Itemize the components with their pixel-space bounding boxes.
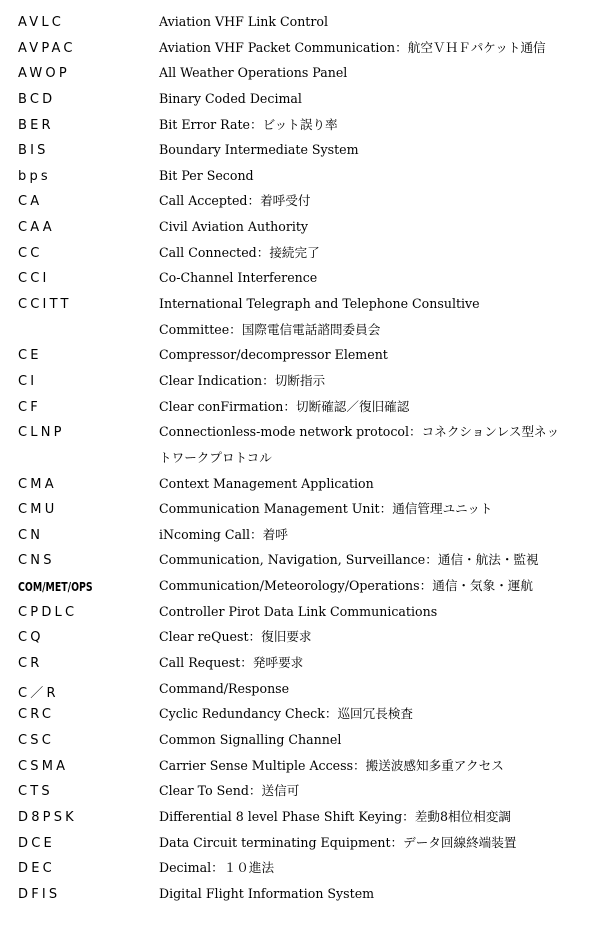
- abbreviation-definition: [159, 342, 589, 368]
- abbreviation-term: BIS: [18, 143, 49, 159]
- abbreviation-definition: [159, 522, 589, 548]
- abbreviation-definition: [159, 214, 589, 240]
- abbreviation-definition: [159, 265, 589, 291]
- abbreviation-term: CR: [18, 656, 43, 672]
- abbreviation-term: CLNP: [18, 425, 65, 441]
- abbreviation-term: CMA: [18, 476, 57, 492]
- abbreviation-term: CNS: [18, 553, 55, 569]
- definition-line: Context Management Application: [159, 475, 374, 491]
- abbreviation-definition: [159, 112, 589, 138]
- definition-line: Clear conFirmation：切断確認／復旧確認: [159, 398, 410, 414]
- definition-line: Clear Indication：切断指示: [159, 372, 326, 388]
- definition-line: Controller Pirot Data Link Communications: [159, 603, 438, 619]
- abbreviation-definition: [159, 291, 589, 342]
- definition-line: Committee：国際電信電話諮問委員会: [159, 321, 381, 337]
- abbreviation-definition: [159, 804, 589, 830]
- definition-line: All Weather Operations Panel: [159, 65, 348, 81]
- abbreviation-term: CA: [18, 194, 43, 210]
- abbreviation-term: CF: [18, 399, 41, 415]
- abbreviation-definition: [159, 624, 589, 650]
- abbreviation-definition: [159, 137, 589, 163]
- definition-line: Differential 8 level Phase Shift Keying：差動8相位相変調: [159, 808, 511, 824]
- definition-line: Carrier Sense Multiple Access：搬送波感知多重アクセス: [159, 757, 504, 773]
- abbreviation-definition: [159, 35, 589, 61]
- abbreviation-term: BER: [18, 117, 54, 133]
- abbreviation-term: AWOP: [18, 66, 70, 82]
- definition-line: Civil Aviation Authority: [159, 219, 309, 235]
- abbreviation-definition: [159, 881, 589, 907]
- definition-line: Aviation VHF Link Control: [159, 14, 328, 29]
- abbreviation-term: CPDLC: [18, 604, 78, 620]
- abbreviation-definition: [159, 650, 589, 676]
- abbreviation-definition: [159, 419, 589, 470]
- abbreviation-definition: [159, 753, 589, 779]
- abbreviation-term: COM/MET/OPS: [18, 580, 93, 595]
- abbreviation-term: CSMA: [18, 758, 69, 774]
- abbreviation-definition: [159, 599, 589, 625]
- abbreviation-term: AVLC: [18, 15, 65, 30]
- abbreviation-term: CQ: [18, 630, 44, 646]
- definition-line: iNcoming Call：着呼: [159, 526, 288, 542]
- definition-line: Communication Management Unit：通信管理ユニット: [159, 501, 493, 517]
- abbreviation-term: CAA: [18, 220, 55, 236]
- abbreviation-definition: [159, 86, 589, 112]
- abbreviation-term: D8PSK: [18, 809, 77, 825]
- abbreviation-term: CE: [18, 348, 42, 364]
- definition-line: Clear To Send：送信可: [159, 783, 300, 799]
- abbreviation-term: CTS: [18, 784, 53, 800]
- definition-line: Aviation VHF Packet Communication：航空ＶＨＦパケット通信: [159, 39, 546, 55]
- abbreviation-term: CN: [18, 527, 44, 543]
- definition-line: Co-Channel Interference: [159, 270, 318, 286]
- definition-line: Bit Per Second: [159, 167, 254, 183]
- definition-line: トワークプロトコル: [159, 449, 272, 465]
- definition-line: Boundary Intermediate System: [159, 142, 359, 158]
- abbreviation-term: bps: [18, 168, 51, 184]
- definition-line: Call Accepted：着呼受付: [159, 193, 311, 209]
- abbreviation-term: BCD: [18, 91, 56, 107]
- abbreviation-term: DEC: [18, 861, 55, 877]
- definition-line: Connectionless-mode network protocol：コネクションレス型ネッ: [159, 424, 560, 440]
- abbreviation-definition: [159, 60, 589, 86]
- abbreviation-term: CC: [18, 245, 43, 261]
- definition-line: Common Signalling Channel: [159, 731, 342, 747]
- definition-line: Digital Flight Information System: [159, 885, 375, 901]
- abbreviation-definition: [159, 547, 589, 573]
- abbreviation-term: CSC: [18, 732, 55, 748]
- abbreviation-term: CMU: [18, 502, 58, 518]
- abbreviation-definition: [159, 676, 589, 702]
- definition-line: Command/Response: [159, 680, 290, 696]
- definition-line: Clear reQuest：復旧要求: [159, 629, 312, 645]
- abbreviation-term: CCITT: [18, 297, 72, 313]
- abbreviation-definition: [159, 727, 589, 753]
- abbreviation-definition: [159, 855, 589, 881]
- abbreviation-term: AVPAC: [18, 40, 76, 56]
- abbreviation-definition: [159, 573, 589, 599]
- abbreviation-definition: [159, 163, 589, 189]
- abbreviation-term: CRC: [18, 707, 55, 723]
- abbreviation-definition: [159, 368, 589, 394]
- definition-line: Communication, Navigation, Surveillance：通信・航法・監視: [159, 552, 539, 568]
- definition-line: Compressor/decompressor Element: [159, 347, 388, 363]
- definition-line: Cyclic Redundancy Check：巡回冗長検査: [159, 706, 414, 722]
- abbreviation-definition: [159, 188, 589, 214]
- abbreviation-term: CCI: [18, 271, 50, 287]
- abbreviation-definition: [159, 496, 589, 522]
- abbreviation-definition: [159, 830, 589, 856]
- abbreviation-term: DCE: [18, 835, 55, 851]
- glossary-entry: [0, 294, 600, 345]
- abbreviation-glossary: [0, 12, 600, 909]
- abbreviation-definition: [159, 240, 589, 266]
- abbreviation-definition: [159, 394, 589, 420]
- definition-line: International Telegraph and Telephone Consultive: [159, 296, 480, 312]
- definition-line: Decimal：１０進法: [159, 860, 275, 876]
- abbreviation-term: DFIS: [18, 886, 61, 902]
- abbreviation-term: CI: [18, 373, 38, 389]
- abbreviation-term: C／R: [18, 685, 59, 701]
- abbreviation-definition: [159, 9, 589, 35]
- definition-line: Communication/Meteorology/Operations：通信・気象・運航: [159, 578, 533, 594]
- glossary-entry: [0, 884, 600, 910]
- abbreviation-definition: [159, 471, 589, 497]
- definition-line: Data Circuit terminating Equipment：データ回線終端装置: [159, 834, 517, 850]
- definition-line: Bit Error Rate：ビット誤り率: [159, 116, 338, 132]
- definition-line: Binary Coded Decimal: [159, 90, 302, 106]
- definition-line: Call Request：発呼要求: [159, 655, 304, 671]
- definition-line: Call Connected：接続完了: [159, 244, 320, 260]
- abbreviation-definition: [159, 778, 589, 804]
- glossary-entry: [0, 422, 600, 473]
- abbreviation-definition: [159, 701, 589, 727]
